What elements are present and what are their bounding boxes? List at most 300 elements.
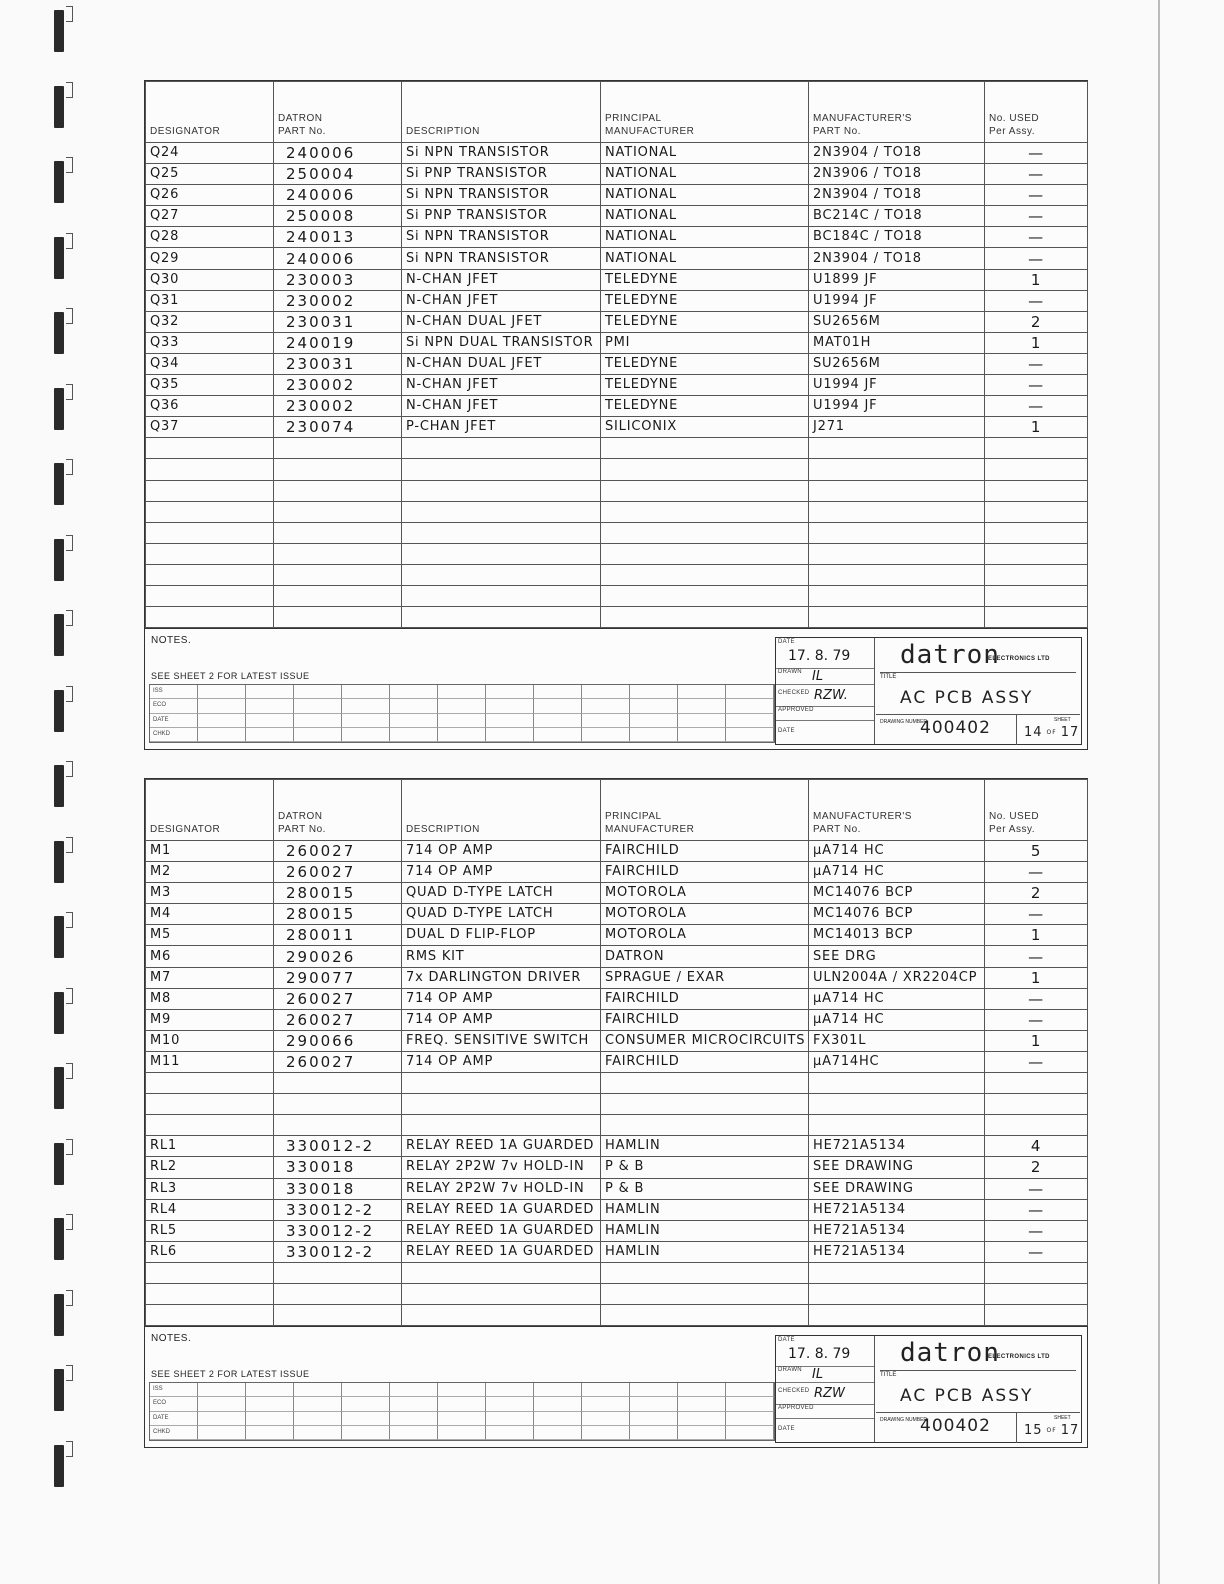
cell-mfr-part-no: 2N3904 / TO18 (809, 143, 985, 164)
checked-by: RZW (814, 1386, 845, 1402)
cell-designator: M9 (146, 1009, 274, 1030)
cell-description: N-CHAN JFET (402, 290, 601, 311)
table-row (146, 375, 1088, 396)
cell-qty: — (985, 988, 1088, 1009)
revision-cell (726, 714, 774, 728)
cell-manufacturer: MOTOROLA (601, 925, 809, 946)
revision-cell (390, 714, 438, 728)
revision-cell (534, 728, 582, 742)
cell-qty: — (985, 1220, 1088, 1241)
cell-part-no (274, 1305, 402, 1326)
checked-label: CHECKED (778, 690, 810, 697)
binder-hole-mark (54, 690, 64, 732)
sheet-label: SHEET (1054, 717, 1071, 724)
notes-label: NOTES. (151, 1333, 192, 1345)
header-designator: DESIGNATOR (146, 780, 274, 841)
table-row (146, 1220, 1088, 1241)
cell-manufacturer: DATRON (601, 946, 809, 967)
cell-qty (985, 585, 1088, 606)
cell-part-no (274, 1115, 402, 1136)
revision-cell (342, 1397, 390, 1411)
revision-cell (582, 728, 630, 742)
revision-cell (582, 1412, 630, 1426)
binder-hole-mark (54, 1445, 64, 1487)
table-row (146, 1115, 1088, 1136)
revision-cell (582, 1397, 630, 1411)
binder-hole-mark (54, 539, 64, 581)
cell-description (402, 1094, 601, 1115)
revision-cell (294, 1397, 342, 1411)
cell-qty: — (985, 1009, 1088, 1030)
revision-cell (534, 1397, 582, 1411)
cell-part-no: 240006 (274, 248, 402, 269)
cell-mfr-part-no (809, 564, 985, 585)
revision-cell (630, 1426, 678, 1440)
cell-qty: — (985, 227, 1088, 248)
cell-mfr-part-no: SU2656M (809, 311, 985, 332)
cell-manufacturer: PMI (601, 332, 809, 353)
cell-qty (985, 1094, 1088, 1115)
revision-cell (198, 728, 246, 742)
cell-part-no: 260027 (274, 988, 402, 1009)
cell-description: RELAY 2P2W 7v HOLD-IN (402, 1157, 601, 1178)
cell-mfr-part-no: SEE DRG (809, 946, 985, 967)
cell-designator (146, 459, 274, 480)
cell-qty: 4 (985, 1136, 1088, 1157)
revision-cell (246, 1412, 294, 1426)
notes-block (145, 628, 1087, 749)
drawn-by: IL (812, 1367, 824, 1383)
revision-cell (438, 1397, 486, 1411)
drawing-title: AC PCB ASSY (900, 688, 1034, 709)
revision-cell (438, 685, 486, 699)
parts-list-sheet-2 (144, 778, 1088, 1448)
revision-cell (438, 714, 486, 728)
cell-description (402, 522, 601, 543)
cell-mfr-part-no: U1994 JF (809, 375, 985, 396)
cell-mfr-part-no: U1994 JF (809, 396, 985, 417)
cell-designator: Q35 (146, 375, 274, 396)
cell-manufacturer: FAIRCHILD (601, 1051, 809, 1072)
cell-part-no: 230074 (274, 417, 402, 438)
table-row (146, 164, 1088, 185)
table-row (146, 417, 1088, 438)
revision-cell (726, 1383, 774, 1397)
revision-cell (294, 1426, 342, 1440)
cell-designator: Q37 (146, 417, 274, 438)
revision-cell (294, 728, 342, 742)
cell-manufacturer (601, 585, 809, 606)
cell-description: QUAD D-TYPE LATCH (402, 904, 601, 925)
cell-designator: Q31 (146, 290, 274, 311)
revision-cell (678, 699, 726, 713)
cell-qty: — (985, 290, 1088, 311)
revision-cell (294, 1383, 342, 1397)
table-row (146, 438, 1088, 459)
cell-description: 7x DARLINGTON DRIVER (402, 967, 601, 988)
cell-mfr-part-no: µA714HC (809, 1051, 985, 1072)
cell-description (402, 607, 601, 628)
cell-manufacturer: HAMLIN (601, 1241, 809, 1262)
cell-part-no: 330012-2 (274, 1220, 402, 1241)
cell-description: Si NPN TRANSISTOR (402, 143, 601, 164)
cell-mfr-part-no: HE721A5134 (809, 1199, 985, 1220)
cell-qty: — (985, 248, 1088, 269)
revision-cell (246, 1426, 294, 1440)
revision-cell (342, 685, 390, 699)
cell-mfr-part-no: 2N3904 / TO18 (809, 185, 985, 206)
cell-manufacturer (601, 543, 809, 564)
cell-manufacturer (601, 522, 809, 543)
cell-manufacturer: TELEDYNE (601, 375, 809, 396)
cell-designator: M3 (146, 883, 274, 904)
table-row (146, 522, 1088, 543)
cell-part-no (274, 438, 402, 459)
parts-list-sheet-1 (144, 80, 1088, 750)
cell-qty (985, 438, 1088, 459)
revision-cell (342, 1426, 390, 1440)
table-row (146, 290, 1088, 311)
table-row (146, 1157, 1088, 1178)
cell-part-no: 230031 (274, 353, 402, 374)
cell-description: N-CHAN DUAL JFET (402, 353, 601, 374)
cell-manufacturer: TELEDYNE (601, 290, 809, 311)
revision-cell (438, 1412, 486, 1426)
table-row (146, 480, 1088, 501)
brand-subtitle: ELECTRONICS LTD (988, 1354, 1050, 1361)
revision-cell (486, 728, 534, 742)
cell-part-no (274, 459, 402, 480)
cell-description: 714 OP AMP (402, 841, 601, 862)
cell-designator: Q36 (146, 396, 274, 417)
revision-cell (198, 1397, 246, 1411)
drawn-by: IL (812, 669, 824, 685)
cell-mfr-part-no: HE721A5134 (809, 1220, 985, 1241)
date-label: DATE (778, 639, 795, 646)
cell-qty (985, 543, 1088, 564)
approved-label: APPROVED (778, 707, 814, 714)
table-row (146, 607, 1088, 628)
cell-designator (146, 501, 274, 522)
cell-qty (985, 1305, 1088, 1326)
revision-cell (630, 699, 678, 713)
cell-mfr-part-no: SEE DRAWING (809, 1157, 985, 1178)
cell-part-no (274, 522, 402, 543)
cell-qty (985, 1262, 1088, 1283)
cell-part-no: 230003 (274, 269, 402, 290)
cell-part-no (274, 1073, 402, 1094)
cell-mfr-part-no: U1994 JF (809, 290, 985, 311)
cell-qty (985, 1115, 1088, 1136)
cell-description: 714 OP AMP (402, 1009, 601, 1030)
cell-description: Si NPN DUAL TRANSISTOR (402, 332, 601, 353)
title-label: TITLE (880, 1372, 897, 1379)
revision-cell (342, 714, 390, 728)
cell-part-no (274, 585, 402, 606)
revision-cell (534, 699, 582, 713)
table-row (146, 883, 1088, 904)
table-row (146, 1262, 1088, 1283)
binder-hole-mark (54, 237, 64, 279)
drawing-number: 400402 (920, 1416, 991, 1437)
revision-cell (390, 1383, 438, 1397)
notes-block (145, 1326, 1087, 1447)
cell-qty (985, 564, 1088, 585)
cell-designator: RL3 (146, 1178, 274, 1199)
header-qty: No. USED Per Assy. (985, 82, 1088, 143)
cell-manufacturer (601, 459, 809, 480)
cell-designator: RL4 (146, 1199, 274, 1220)
datron-logo (880, 640, 1076, 673)
cell-designator: M7 (146, 967, 274, 988)
cell-description: RELAY REED 1A GUARDED (402, 1220, 601, 1241)
cell-designator: Q29 (146, 248, 274, 269)
revision-cell (726, 699, 774, 713)
cell-qty (985, 607, 1088, 628)
cell-qty: — (985, 1241, 1088, 1262)
table-row (146, 1305, 1088, 1326)
revision-cell (726, 728, 774, 742)
table-row (146, 967, 1088, 988)
revision-cell (246, 728, 294, 742)
cell-part-no: 330018 (274, 1178, 402, 1199)
header-manufacturer: PRINCIPAL MANUFACTURER (601, 780, 809, 841)
cell-part-no (274, 564, 402, 585)
cell-qty: 1 (985, 332, 1088, 353)
revision-cell (390, 1426, 438, 1440)
table-row (146, 501, 1088, 522)
cell-manufacturer: MOTOROLA (601, 883, 809, 904)
revision-cell (486, 1426, 534, 1440)
revision-cell (246, 714, 294, 728)
cell-description: Si PNP TRANSISTOR (402, 206, 601, 227)
table-row (146, 1094, 1088, 1115)
cell-designator: M6 (146, 946, 274, 967)
revision-cell (198, 685, 246, 699)
table-row (146, 248, 1088, 269)
cell-designator (146, 522, 274, 543)
cell-part-no: 260027 (274, 862, 402, 883)
cell-manufacturer: NATIONAL (601, 248, 809, 269)
title-block (775, 637, 1082, 745)
binder-hole-mark (54, 463, 64, 505)
table-row (146, 311, 1088, 332)
cell-manufacturer: TELEDYNE (601, 311, 809, 332)
binder-hole-mark (54, 388, 64, 430)
revision-cell (726, 1412, 774, 1426)
table-row (146, 841, 1088, 862)
datron-logo (880, 1338, 1076, 1371)
cell-description: 714 OP AMP (402, 862, 601, 883)
revision-row-label: ISS (150, 1383, 198, 1397)
cell-part-no (274, 607, 402, 628)
table-header-row (146, 82, 1088, 143)
drawing-number: 400402 (920, 718, 991, 739)
cell-designator (146, 543, 274, 564)
see-sheet-note: SEE SHEET 2 FOR LATEST ISSUE (151, 671, 310, 682)
cell-manufacturer: FAIRCHILD (601, 841, 809, 862)
revision-row-label: DATE (150, 714, 198, 728)
cell-manufacturer (601, 607, 809, 628)
header-designator: DESIGNATOR (146, 82, 274, 143)
cell-manufacturer: NATIONAL (601, 227, 809, 248)
table-row (146, 904, 1088, 925)
binder-hole-mark (54, 841, 64, 883)
revision-cell (678, 1412, 726, 1426)
cell-manufacturer (601, 564, 809, 585)
binder-hole-mark (54, 10, 64, 52)
cell-qty: — (985, 1051, 1088, 1072)
cell-mfr-part-no: SU2656M (809, 353, 985, 374)
revision-row-label: CHKD (150, 728, 198, 742)
cell-description: 714 OP AMP (402, 988, 601, 1009)
cell-manufacturer (601, 480, 809, 501)
cell-mfr-part-no: MC14013 BCP (809, 925, 985, 946)
cell-description: QUAD D-TYPE LATCH (402, 883, 601, 904)
cell-qty (985, 459, 1088, 480)
revision-cell (678, 1383, 726, 1397)
revision-cell (582, 714, 630, 728)
cell-mfr-part-no (809, 1305, 985, 1326)
cell-designator: Q33 (146, 332, 274, 353)
cell-qty (985, 1283, 1088, 1304)
cell-mfr-part-no: µA714 HC (809, 988, 985, 1009)
revision-cell (486, 685, 534, 699)
table-row (146, 1051, 1088, 1072)
revision-grid (149, 684, 775, 743)
revision-cell (582, 1383, 630, 1397)
brand-name: datron (900, 640, 1000, 671)
revision-cell (486, 1412, 534, 1426)
cell-mfr-part-no (809, 480, 985, 501)
revision-cell (294, 1412, 342, 1426)
header-part-no: DATRON PART No. (274, 82, 402, 143)
cell-manufacturer (601, 1283, 809, 1304)
revision-cell (198, 714, 246, 728)
cell-part-no: 240006 (274, 143, 402, 164)
cell-qty (985, 480, 1088, 501)
cell-part-no: 230002 (274, 375, 402, 396)
cell-description: RELAY REED 1A GUARDED (402, 1241, 601, 1262)
cell-designator: M5 (146, 925, 274, 946)
table-row (146, 946, 1088, 967)
revision-cell (342, 1412, 390, 1426)
cell-manufacturer: TELEDYNE (601, 269, 809, 290)
table-row (146, 1073, 1088, 1094)
cell-designator (146, 1305, 274, 1326)
cell-manufacturer: P & B (601, 1157, 809, 1178)
cell-part-no: 290066 (274, 1030, 402, 1051)
revision-cell (342, 699, 390, 713)
date2-label: DATE (778, 1426, 795, 1433)
binder-hole-mark (54, 1294, 64, 1336)
binder-holes (48, 0, 70, 1584)
cell-designator (146, 564, 274, 585)
cell-manufacturer (601, 1094, 809, 1115)
cell-part-no (274, 1094, 402, 1115)
header-manufacturer: PRINCIPAL MANUFACTURER (601, 82, 809, 143)
cell-mfr-part-no: ULN2004A / XR2204CP (809, 967, 985, 988)
revision-cell (486, 714, 534, 728)
cell-mfr-part-no: J271 (809, 417, 985, 438)
binder-hole-mark (54, 614, 64, 656)
cell-designator: RL6 (146, 1241, 274, 1262)
parts-table (145, 779, 1088, 1326)
table-row (146, 143, 1088, 164)
cell-part-no: 230031 (274, 311, 402, 332)
cell-part-no: 280015 (274, 883, 402, 904)
cell-manufacturer (601, 438, 809, 459)
cell-description (402, 1262, 601, 1283)
cell-part-no (274, 1283, 402, 1304)
cell-part-no: 290026 (274, 946, 402, 967)
cell-part-no: 280011 (274, 925, 402, 946)
cell-qty: 5 (985, 841, 1088, 862)
revision-cell (534, 1426, 582, 1440)
cell-manufacturer: NATIONAL (601, 143, 809, 164)
cell-manufacturer: NATIONAL (601, 206, 809, 227)
brand-subtitle: ELECTRONICS LTD (988, 656, 1050, 663)
revision-cell (294, 699, 342, 713)
cell-mfr-part-no: MC14076 BCP (809, 883, 985, 904)
cell-designator (146, 438, 274, 459)
cell-part-no: 240006 (274, 185, 402, 206)
table-row (146, 396, 1088, 417)
title-block (775, 1335, 1082, 1443)
revision-cell (438, 1383, 486, 1397)
binder-hole-mark (54, 916, 64, 958)
cell-qty: 1 (985, 925, 1088, 946)
revision-cell (246, 685, 294, 699)
cell-manufacturer (601, 1073, 809, 1094)
table-row (146, 564, 1088, 585)
cell-mfr-part-no: HE721A5134 (809, 1241, 985, 1262)
cell-part-no: 330018 (274, 1157, 402, 1178)
revision-cell (726, 1397, 774, 1411)
drawn-label: DRAWN (778, 669, 802, 676)
cell-designator: M8 (146, 988, 274, 1009)
cell-mfr-part-no (809, 522, 985, 543)
revision-cell (198, 1383, 246, 1397)
cell-mfr-part-no: µA714 HC (809, 841, 985, 862)
revision-cell (678, 685, 726, 699)
cell-manufacturer: SPRAGUE / EXAR (601, 967, 809, 988)
cell-qty: — (985, 206, 1088, 227)
cell-description: RELAY REED 1A GUARDED (402, 1136, 601, 1157)
cell-part-no: 250008 (274, 206, 402, 227)
cell-manufacturer: MOTOROLA (601, 904, 809, 925)
cell-mfr-part-no (809, 438, 985, 459)
cell-qty (985, 501, 1088, 522)
revision-cell (630, 685, 678, 699)
cell-part-no: 260027 (274, 1051, 402, 1072)
cell-description: N-CHAN JFET (402, 396, 601, 417)
cell-qty: 1 (985, 417, 1088, 438)
cell-manufacturer: HAMLIN (601, 1199, 809, 1220)
table-row (146, 1199, 1088, 1220)
cell-mfr-part-no: BC214C / TO18 (809, 206, 985, 227)
revision-cell (582, 685, 630, 699)
cell-mfr-part-no: BC184C / TO18 (809, 227, 985, 248)
notes-label: NOTES. (151, 635, 192, 647)
cell-manufacturer: HAMLIN (601, 1136, 809, 1157)
cell-qty: — (985, 862, 1088, 883)
revision-row-label: CHKD (150, 1426, 198, 1440)
cell-qty: 1 (985, 967, 1088, 988)
revision-cell (198, 1426, 246, 1440)
revision-cell (534, 685, 582, 699)
revision-cell (342, 728, 390, 742)
